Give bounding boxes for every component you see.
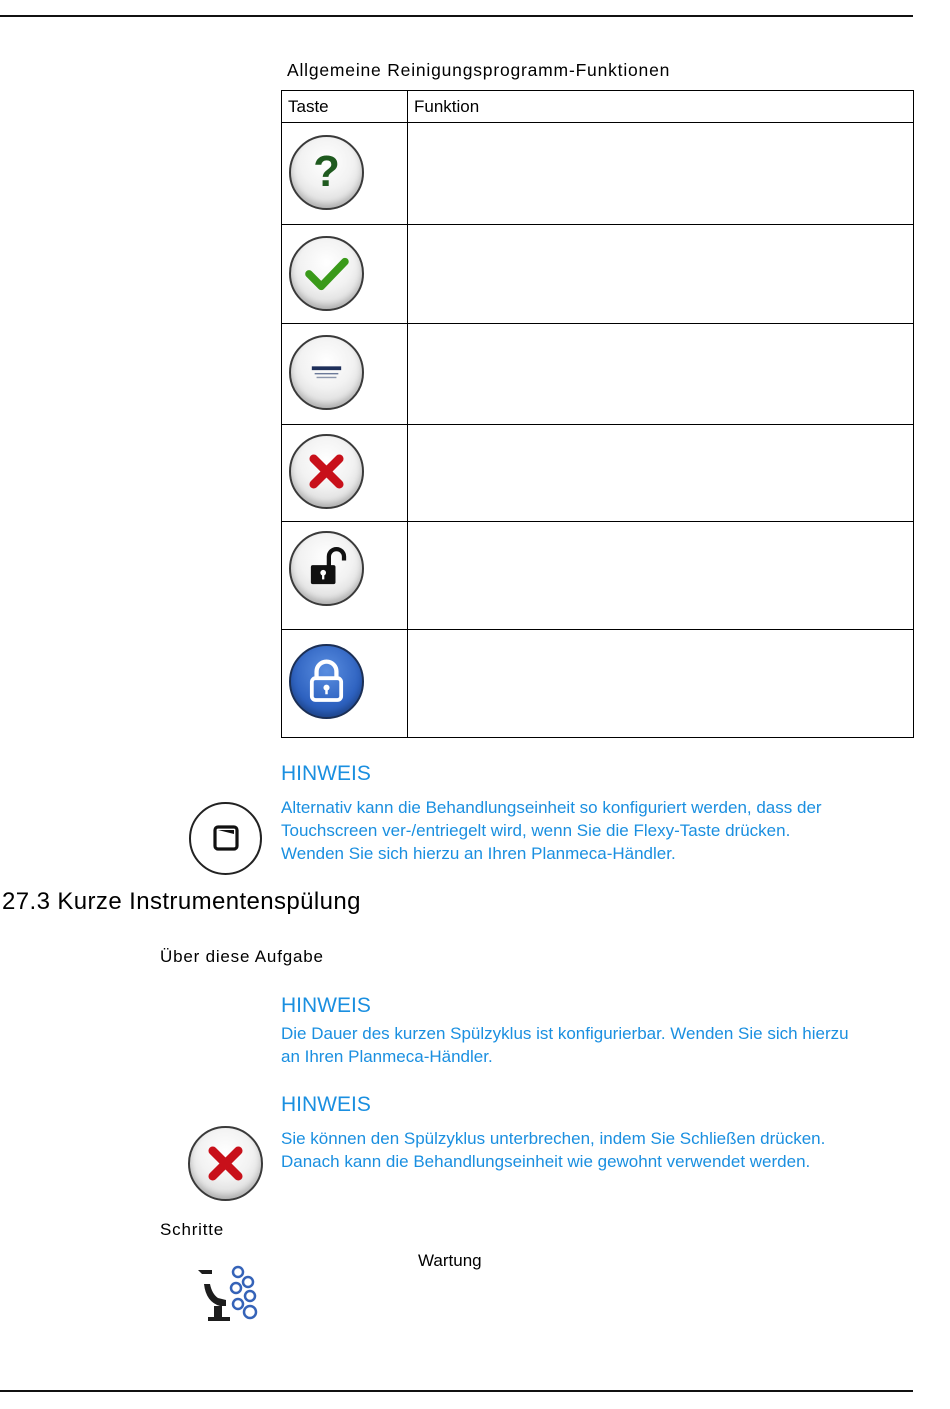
header-funktion: Funktion — [408, 91, 914, 123]
button-cell — [282, 630, 408, 738]
note-title: HINWEIS — [281, 994, 371, 1017]
note-line: Wenden Sie sich hierzu an Ihren Planmeca-Händler. — [281, 844, 676, 863]
note-text — [281, 1022, 911, 1068]
top-rule — [0, 15, 913, 17]
table-row — [282, 630, 914, 738]
note-line: Danach kann die Behandlungseinheit wie gewohnt verwendet werden. — [281, 1152, 811, 1171]
bottom-rule — [0, 1390, 913, 1392]
note-text — [281, 1127, 911, 1173]
note-title: HINWEIS — [281, 762, 371, 785]
table-header-row — [282, 91, 914, 123]
note-title: HINWEIS — [281, 1093, 371, 1116]
button-cell — [282, 123, 408, 225]
confirm-check-icon — [289, 236, 364, 311]
function-cell — [408, 522, 914, 630]
functions-table — [281, 90, 914, 738]
header-taste: Taste — [282, 91, 408, 123]
note-line: Die Dauer des kurzen Spülzyklus ist konfigurierbar. Wenden Sie sich hierzu — [281, 1024, 849, 1043]
section-heading: 27.3 Kurze Instrumentenspülung — [2, 888, 361, 915]
note-text — [281, 796, 911, 865]
button-cell — [282, 225, 408, 324]
maintenance-chair-icon — [192, 1264, 264, 1324]
lock-padlock-icon — [289, 644, 364, 719]
function-cell — [408, 123, 914, 225]
table-row — [282, 123, 914, 225]
flexy-key-icon — [188, 801, 263, 876]
function-cell — [408, 324, 914, 425]
note-line: Alternativ kann die Behandlungseinheit so konfiguriert werden, dass der — [281, 798, 822, 817]
table-row — [282, 225, 914, 324]
note-line: Sie können den Spülzyklus unterbrechen, indem Sie Schließen drücken. — [281, 1129, 826, 1148]
table-caption: Allgemeine Reinigungsprogramm-Funktionen — [287, 60, 671, 80]
function-cell — [408, 630, 914, 738]
about-task-heading: Über diese Aufgabe — [160, 947, 324, 966]
note-line: an Ihren Planmeca-Händler. — [281, 1047, 493, 1066]
function-cell — [408, 425, 914, 522]
close-x-icon — [188, 1126, 263, 1201]
unlock-padlock-icon — [289, 531, 364, 606]
close-x-icon — [289, 434, 364, 509]
steps-heading: Schritte — [160, 1220, 225, 1239]
button-cell — [282, 425, 408, 522]
button-cell — [282, 522, 408, 630]
help-question-icon — [289, 135, 364, 210]
table-row — [282, 324, 914, 425]
button-cell — [282, 324, 408, 425]
step-label: Wartung — [418, 1251, 482, 1270]
function-cell — [408, 225, 914, 324]
note-line: Touchscreen ver-/entriegelt wird, wenn Sie die Flexy-Taste drücken. — [281, 821, 791, 840]
table-row — [282, 522, 914, 630]
menu-lines-icon — [289, 335, 364, 410]
svg-text:?: ? — [313, 148, 340, 197]
table-row — [282, 425, 914, 522]
